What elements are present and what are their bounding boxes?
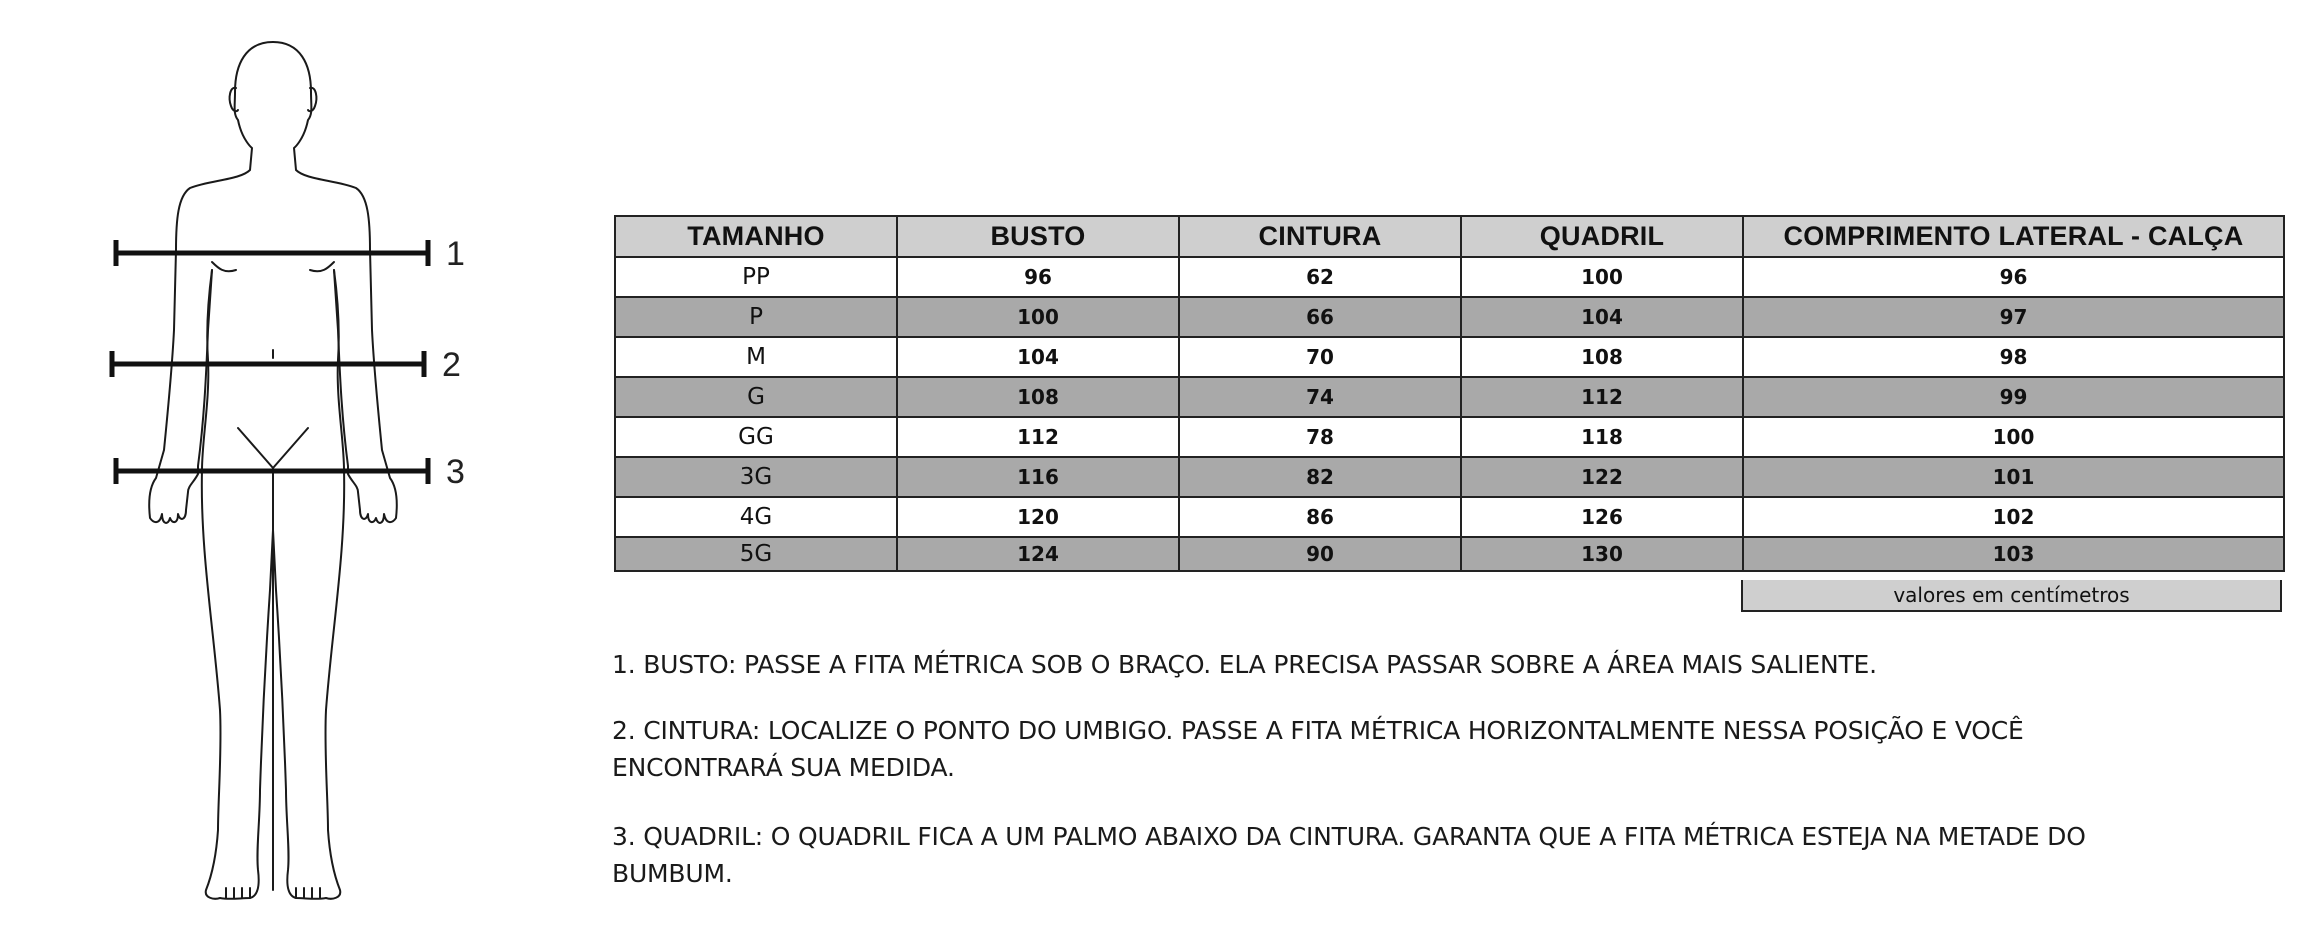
instruction-hip: 3. QUADRIL: O QUADRIL FICA A UM PALMO ABAIXO DA CINTURA. GARANTA QUE A FITA MÉTRICA ESTEJA NA METADE DO BUMBUM.: [612, 822, 2086, 888]
header-tamanho: TAMANHO: [615, 216, 897, 257]
table-row: [615, 377, 2284, 417]
hip-cell: 118: [1461, 417, 1743, 457]
instruction-waist: 2. CINTURA: LOCALIZE O PONTO DO UMBIGO. PASSE A FITA MÉTRICA HORIZONTALMENTE NESSA POSIÇÃO E VOCÊ ENCONTRARÁ SUA MEDIDA.: [612, 716, 2024, 782]
header-comprimento: COMPRIMENTO LATERAL - CALÇA: [1743, 216, 2284, 257]
table-row: [615, 297, 2284, 337]
size-cell: PP: [615, 257, 897, 297]
length-cell: 99: [1743, 377, 2284, 417]
body-outline-illustration: [90, 30, 490, 910]
waist-cell: 90: [1179, 537, 1461, 571]
bust-cell: 96: [897, 257, 1179, 297]
length-cell: 100: [1743, 417, 2284, 457]
hip-cell: 100: [1461, 257, 1743, 297]
table-row: [615, 497, 2284, 537]
table-row: [615, 417, 2284, 457]
waist-cell: 62: [1179, 257, 1461, 297]
bust-cell: 116: [897, 457, 1179, 497]
header-cintura: CINTURA: [1179, 216, 1461, 257]
label-2: 2: [442, 346, 461, 384]
table-row: [615, 537, 2284, 571]
size-cell: M: [615, 337, 897, 377]
waist-cell: 70: [1179, 337, 1461, 377]
units-note: valores em centímetros: [1741, 580, 2282, 612]
bust-cell: 100: [897, 297, 1179, 337]
length-cell: 102: [1743, 497, 2284, 537]
header-quadril: QUADRIL: [1461, 216, 1743, 257]
length-cell: 96: [1743, 257, 2284, 297]
hip-cell: 104: [1461, 297, 1743, 337]
size-cell: GG: [615, 417, 897, 457]
size-cell: 3G: [615, 457, 897, 497]
hip-cell: 112: [1461, 377, 1743, 417]
label-3: 3: [446, 453, 465, 491]
waist-cell: 66: [1179, 297, 1461, 337]
label-1: 1: [446, 235, 465, 273]
table-row: [615, 337, 2284, 377]
instruction-bust: 1. BUSTO: PASSE A FITA MÉTRICA SOB O BRAÇO. ELA PRECISA PASSAR SOBRE A ÁREA MAIS SALIENTE.: [612, 650, 1877, 679]
bust-cell: 108: [897, 377, 1179, 417]
hip-cell: 108: [1461, 337, 1743, 377]
hip-cell: 122: [1461, 457, 1743, 497]
table-header-row: [615, 216, 2284, 257]
size-cell: G: [615, 377, 897, 417]
hip-cell: 126: [1461, 497, 1743, 537]
table-row: [615, 457, 2284, 497]
waist-cell: 74: [1179, 377, 1461, 417]
waist-cell: 78: [1179, 417, 1461, 457]
header-busto: BUSTO: [897, 216, 1179, 257]
waist-cell: 86: [1179, 497, 1461, 537]
size-cell: 5G: [615, 537, 897, 571]
waist-cell: 82: [1179, 457, 1461, 497]
size-cell: P: [615, 297, 897, 337]
hip-cell: 130: [1461, 537, 1743, 571]
bust-cell: 124: [897, 537, 1179, 571]
bust-cell: 104: [897, 337, 1179, 377]
size-cell: 4G: [615, 497, 897, 537]
size-table: [614, 215, 2285, 572]
length-cell: 103: [1743, 537, 2284, 571]
bust-cell: 120: [897, 497, 1179, 537]
length-cell: 97: [1743, 297, 2284, 337]
length-cell: 98: [1743, 337, 2284, 377]
table-row: [615, 257, 2284, 297]
measurement-lines: [112, 240, 428, 484]
length-cell: 101: [1743, 457, 2284, 497]
bust-cell: 112: [897, 417, 1179, 457]
body-measurement-figure: [90, 30, 490, 910]
